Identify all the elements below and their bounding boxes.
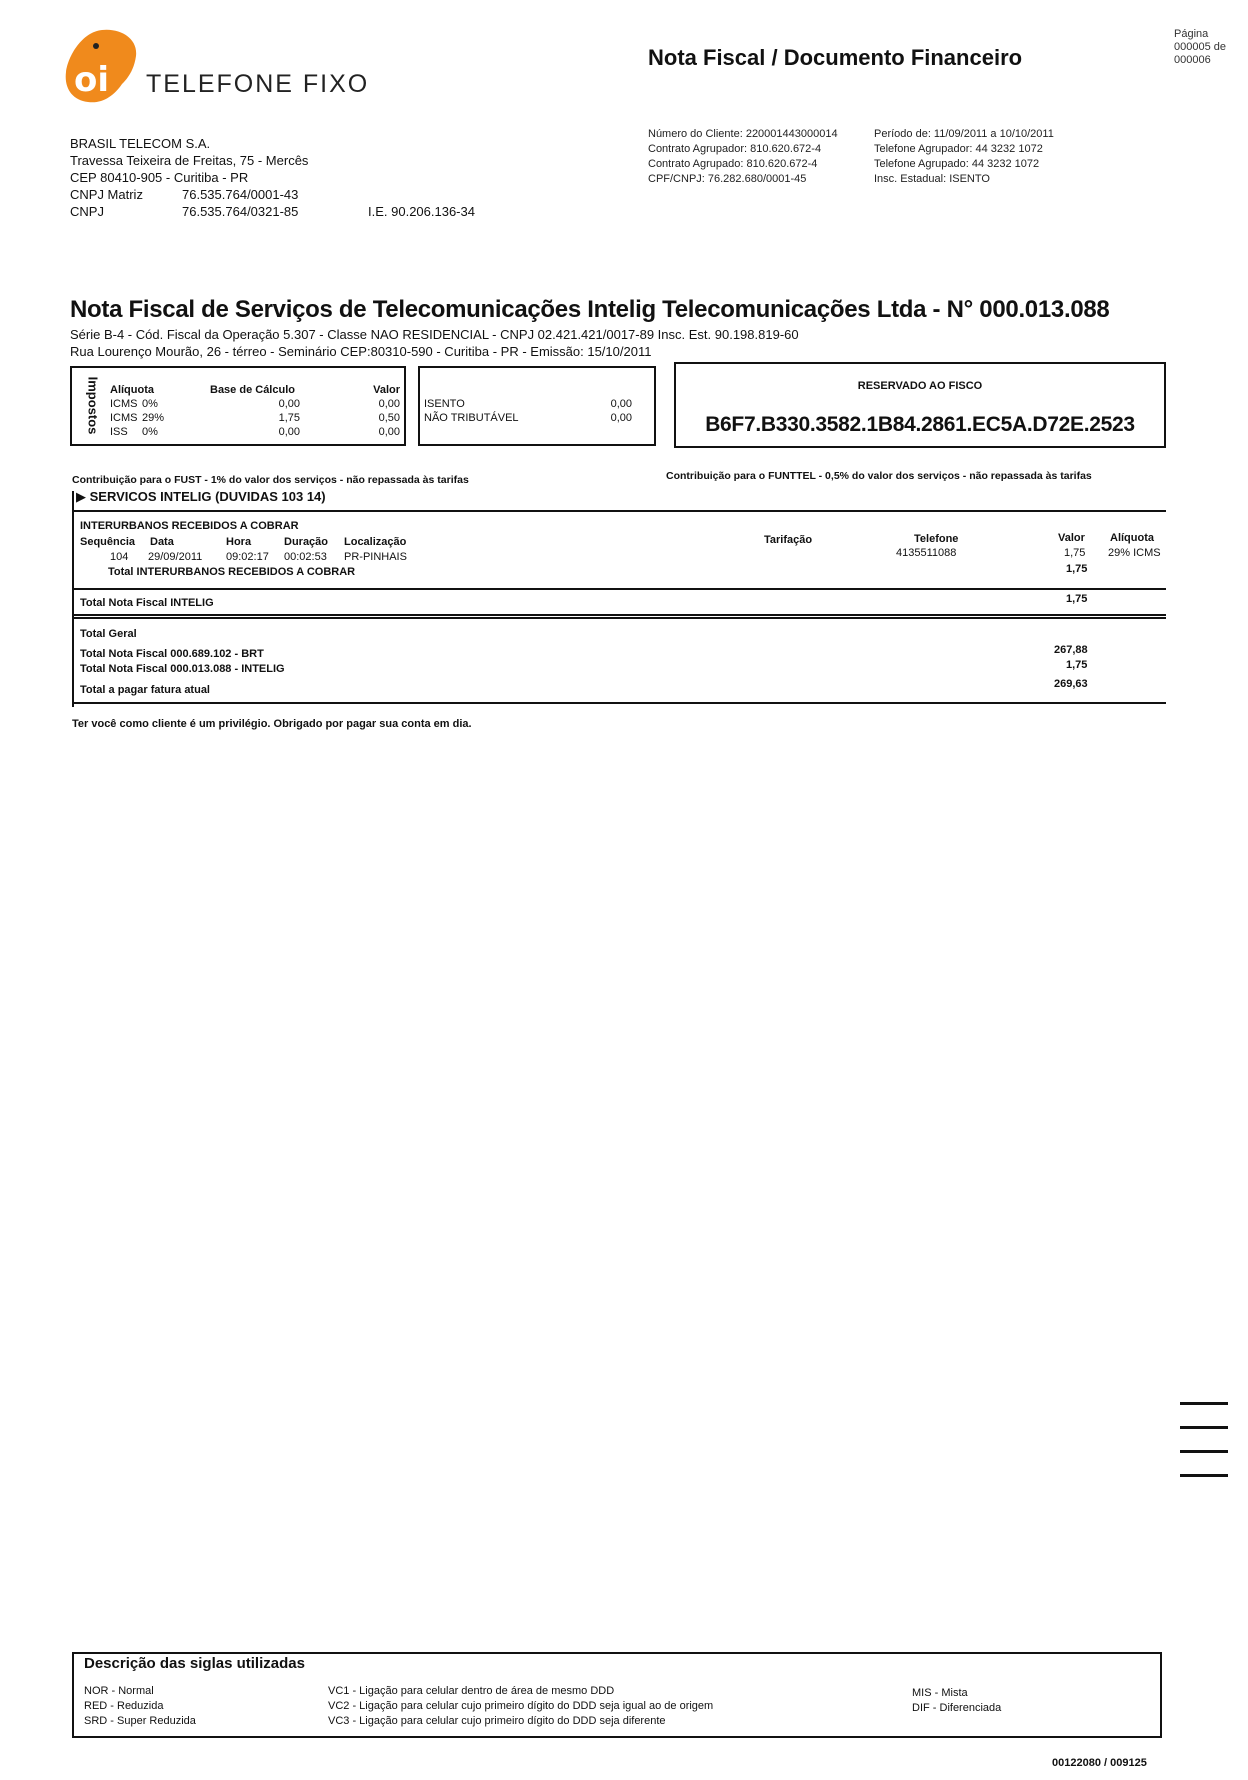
header-duracao: Duração (284, 536, 329, 548)
group-title: INTERURBANOS RECEBIDOS A COBRAR (80, 520, 299, 532)
sigla-item: VC3 - Ligação para celular cujo primeiro dígito do DDD seja diferente (328, 1715, 666, 1727)
insc-estadual: Insc. Estadual: ISENTO (874, 173, 990, 185)
header-data: Data (150, 536, 174, 548)
nota-line2: Rua Lourenço Mourão, 26 - térreo - Seminário CEP:80310-590 - Curitiba - PR - Emissão: 15/10/2011 (70, 344, 652, 359)
header-telefone: Telefone (914, 533, 959, 545)
row-data: 29/09/2011 (148, 551, 203, 563)
impostos-tax: ISS (110, 426, 128, 438)
telefone-agrupado: Telefone Agrupado: 44 3232 1072 (874, 158, 1040, 170)
fust-note: Contribuição para o FUST - 1% do valor dos serviços - não repassada às tarifas (72, 474, 469, 486)
impostos-base: 0,00 (278, 426, 300, 438)
nao-trib-label: NÃO TRIBUTÁVEL (424, 412, 519, 424)
row-telefone: 4135511088 (896, 547, 957, 559)
isento-table (424, 397, 632, 425)
sigla-item: RED - Reduzida (84, 1700, 164, 1712)
impostos-row (110, 411, 400, 425)
sigla-item: VC2 - Ligação para celular cujo primeiro dígito do DDD seja igual ao de origem (328, 1700, 714, 1712)
totais-left-rule (72, 617, 74, 703)
page-current: 000005 de (1174, 41, 1226, 53)
sigla-item: SRD - Super Reduzida (84, 1715, 196, 1727)
siglas-col3 (912, 1686, 1001, 1716)
nota-total-top-rule (72, 588, 1166, 590)
totais-intelig-label: Total Nota Fiscal 000.013.088 - INTELIG (80, 663, 285, 675)
fisco-title: RESERVADO AO FISCO (857, 380, 983, 392)
nao-trib-valor: 0,00 (610, 412, 632, 424)
oi-logo (62, 26, 142, 106)
impostos-table (110, 383, 400, 439)
sigla-item: MIS - Mista (912, 1687, 968, 1699)
impostos-tax: ICMS (110, 398, 138, 410)
group-total-value: 1,75 (1066, 563, 1088, 575)
impostos-base: 0,00 (278, 398, 300, 410)
doc-title: Nota Fiscal / Documento Financeiro (648, 45, 1023, 70)
impostos-side-label: Impostos (85, 376, 101, 435)
header-sequencia: Sequência (80, 536, 136, 548)
contrato-agrupado: Contrato Agrupado: 810.620.672-4 (648, 158, 818, 170)
contrato-agrupador: Contrato Agrupador: 810.620.672-4 (648, 143, 822, 155)
impostos-valor: 0,00 (378, 426, 400, 438)
edge-marks (1180, 1402, 1230, 1492)
client-block-left (648, 127, 838, 187)
footer-code: 00122080 / 009125 (1052, 1757, 1147, 1769)
totais-top-rule (72, 617, 1166, 619)
servicos-top-rule (72, 510, 1166, 512)
brand-short: oi (74, 60, 110, 100)
cnpj: 76.535.764/0321-85 (182, 204, 299, 219)
row-localizacao: PR-PINHAIS (344, 551, 407, 563)
header-localizacao: Localização (344, 536, 407, 548)
impostos-rate: 29% (142, 412, 165, 424)
page-label: Página (1174, 28, 1209, 40)
group-total-label: Total INTERURBANOS RECEBIDOS A COBRAR (108, 566, 356, 578)
impostos-valor: 0,00 (378, 398, 400, 410)
row-duracao: 00:02:53 (284, 551, 327, 563)
impostos-base: 1,75 (278, 412, 300, 424)
periodo: Período de: 11/09/2011 a 10/10/2011 (874, 128, 1054, 140)
nota-total-label: Total Nota Fiscal INTELIG (80, 597, 214, 609)
nota-total-value: 1,75 (1066, 593, 1088, 605)
row-sequencia: 104 (110, 551, 129, 563)
header-valor: Valor (1058, 532, 1085, 544)
servicos-title: SERVICOS INTELIG (DUVIDAS 103 14) (89, 489, 326, 504)
servicos-section-title (76, 489, 326, 505)
cpf-cnpj: CPF/CNPJ: 76.282.680/0001-45 (648, 173, 807, 185)
issuer-city: CEP 80410-905 - Curitiba - PR (70, 170, 249, 185)
siglas-col2 (328, 1684, 713, 1729)
header-tarifacao: Tarifação (764, 534, 813, 546)
header-aliquota: Alíquota (1110, 532, 1154, 544)
impostos-row (110, 425, 400, 439)
sigla-item: DIF - Diferenciada (912, 1702, 1002, 1714)
cnpj-label: CNPJ (70, 204, 104, 219)
totais-pagar-label: Total a pagar fatura atual (80, 684, 210, 696)
totais-pagar-value: 269,63 (1054, 678, 1088, 690)
issuer-ie: I.E. 90.206.136-34 (368, 204, 475, 219)
client-block-right (874, 127, 1054, 187)
totais-bottom-rule (72, 702, 1166, 704)
isento-valor: 0,00 (610, 398, 632, 410)
impostos-rate: 0% (142, 398, 158, 410)
row-aliquota: 29% ICMS (1108, 547, 1161, 559)
cnpj-matriz-label: CNPJ Matriz (70, 187, 143, 202)
funttel-note: Contribuição para o FUNTTEL - 0,5% do valor dos serviços - não repassada às tarifas (666, 470, 1092, 482)
impostos-header-aliquota: Alíquota (110, 384, 154, 396)
siglas-title: Descrição das siglas utilizadas (84, 1655, 305, 1672)
cnpj-matriz: 76.535.764/0001-43 (182, 187, 299, 202)
issuer-name: BRASIL TELECOM S.A. (70, 136, 211, 151)
telefone-agrupador: Telefone Agrupador: 44 3232 1072 (874, 143, 1043, 155)
siglas-col1 (84, 1684, 196, 1729)
fisco-code: B6F7.B330.3582.1B84.2861.EC5A.D72E.2523 (705, 413, 1135, 436)
impostos-row (110, 397, 400, 411)
brand-product: TELEFONE FIXO (146, 70, 370, 98)
nota-total-bottom-rule (72, 614, 1166, 616)
thank-you-message: Ter você como cliente é um privilégio. Obrigado por pagar sua conta em dia. (72, 718, 472, 730)
sigla-item: NOR - Normal (84, 1685, 154, 1697)
impostos-tax: ICMS (110, 412, 138, 424)
page-indicator (1174, 28, 1226, 67)
header-hora: Hora (226, 536, 252, 548)
totais-brt-value: 267,88 (1054, 644, 1088, 656)
totais-brt-label: Total Nota Fiscal 000.689.102 - BRT (80, 648, 264, 660)
totais-geral-label: Total Geral (80, 628, 137, 640)
impostos-header-base: Base de Cálculo (210, 384, 295, 396)
impostos-rate: 0% (142, 426, 158, 438)
row-valor: 1,75 (1064, 547, 1086, 559)
servicos-row (80, 547, 1170, 567)
issuer-block (70, 135, 308, 220)
nota-line1: Série B-4 - Cód. Fiscal da Operação 5.307 - Classe NAO RESIDENCIAL - CNPJ 02.421.421/0017-89 Insc. Est. 90.198.819-60 (70, 327, 799, 342)
numero-cliente: Número do Cliente: 220001443000014 (648, 128, 838, 140)
page-total: 000006 (1174, 54, 1211, 66)
issuer-address: Travessa Teixeira de Freitas, 75 - Mercês (70, 153, 309, 168)
triangle-right-icon: ▶ (76, 489, 86, 504)
sigla-item: VC1 - Ligação para celular dentro de área de mesmo DDD (328, 1685, 615, 1697)
isento-label: ISENTO (424, 398, 465, 410)
totais-intelig-value: 1,75 (1066, 659, 1088, 671)
nota-title: Nota Fiscal de Serviços de Telecomunicações Intelig Telecomunicações Ltda - N° 000.013.088 (70, 296, 1110, 323)
row-hora: 09:02:17 (226, 551, 269, 563)
impostos-valor: 0,50 (378, 412, 400, 424)
impostos-header-valor: Valor (373, 384, 400, 396)
